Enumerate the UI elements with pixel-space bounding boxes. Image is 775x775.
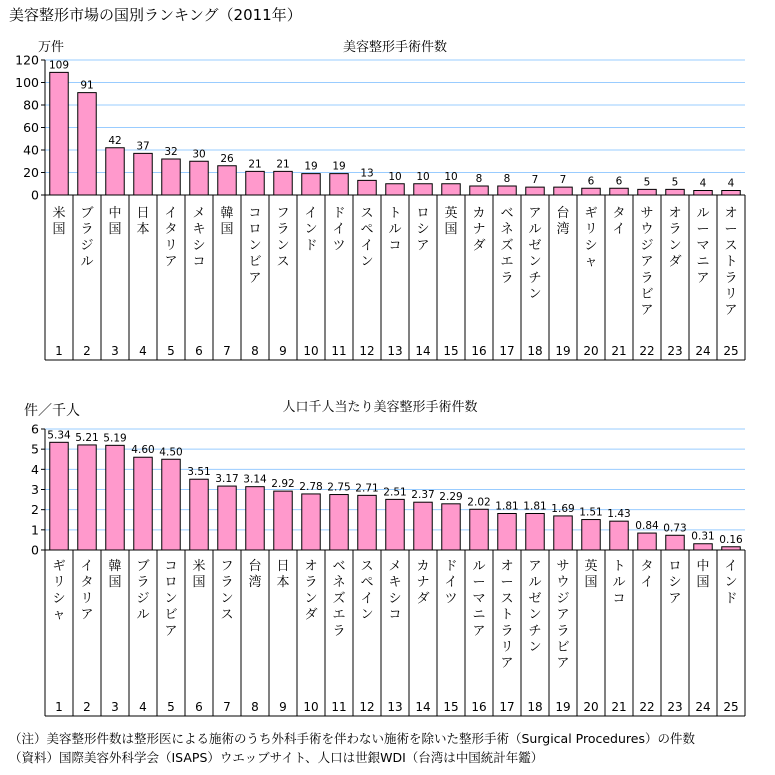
bar	[358, 180, 376, 195]
data-label: 3.17	[215, 473, 239, 486]
bar	[638, 533, 656, 550]
bar	[218, 486, 236, 550]
bar	[498, 513, 516, 550]
data-label: 1.81	[495, 500, 519, 513]
category-label: 日本	[276, 559, 290, 591]
category-label: ブラジル	[136, 559, 150, 623]
data-label: 42	[108, 134, 122, 147]
data-label: 1.69	[551, 502, 575, 515]
rank-label: 19	[555, 700, 571, 714]
y-tick-label: 60	[23, 120, 39, 135]
category-label: 英国	[444, 206, 458, 238]
category-label: 韓国	[108, 559, 122, 591]
note-definition: （注）美容整形件数は整形医による施術のうち外科手術を伴わない施術を除いた整形手術（Surgical Procedures）の件数	[9, 731, 695, 746]
category-label: フランス	[220, 559, 234, 623]
rank-label: 2	[83, 344, 91, 358]
bar	[246, 487, 264, 550]
rank-label: 24	[695, 344, 711, 358]
category-label: スペイン	[360, 206, 374, 270]
category-label: スペイン	[360, 559, 374, 623]
bar	[134, 457, 152, 550]
category-label: 台湾	[248, 559, 262, 591]
category-label: 日本	[136, 206, 150, 238]
bar	[610, 188, 628, 195]
category-label: コロンビア	[248, 206, 262, 286]
category-label: ロシア	[416, 206, 430, 254]
data-label: 2.02	[467, 496, 491, 509]
y-tick-label: 2	[31, 502, 39, 518]
category-label: カナダ	[472, 206, 486, 254]
category-label: オーストラリア	[500, 559, 514, 672]
category-label: 英国	[584, 559, 598, 591]
data-label: 6	[615, 175, 623, 188]
rank-label: 15	[443, 700, 459, 714]
category-label: ロシア	[668, 559, 682, 607]
data-label: 21	[276, 158, 290, 171]
data-label: 13	[360, 167, 374, 180]
data-label: 8	[475, 173, 483, 185]
bar	[106, 148, 124, 195]
y-tick-label: 5	[31, 441, 39, 457]
bar	[526, 187, 544, 195]
bar	[442, 184, 460, 195]
bar	[722, 191, 740, 196]
bar	[498, 186, 516, 195]
data-label: 7	[531, 174, 539, 187]
data-label: 5	[643, 176, 651, 189]
data-label: 10	[444, 170, 458, 183]
data-label: 0.84	[635, 520, 659, 533]
bar	[274, 171, 292, 195]
notes	[9, 729, 695, 767]
data-label: 4	[699, 177, 707, 190]
y-tick-label: 1	[31, 522, 39, 538]
data-label: 30	[192, 148, 206, 161]
data-label: 91	[80, 79, 94, 92]
data-label: 6	[587, 175, 595, 188]
rank-label: 16	[471, 700, 487, 714]
category-label: オーストラリア	[724, 206, 738, 319]
rank-label: 19	[555, 344, 571, 358]
bar	[694, 191, 712, 196]
bar	[330, 495, 348, 550]
rank-label: 10	[303, 344, 319, 358]
bar	[162, 159, 180, 195]
data-label: 2.78	[299, 480, 323, 493]
rank-label: 25	[723, 344, 739, 358]
bar	[442, 504, 460, 550]
y-tick-label: 100	[15, 75, 39, 90]
category-label: ギリシャ	[584, 206, 598, 270]
bar	[470, 186, 488, 195]
bar	[470, 509, 488, 550]
data-label: 2.75	[327, 481, 351, 494]
data-label: 21	[248, 158, 262, 171]
y-axis-label: 万件	[38, 40, 65, 55]
data-label: 4	[727, 177, 735, 190]
bar	[274, 491, 292, 550]
bar	[666, 535, 684, 550]
rank-label: 13	[387, 700, 403, 714]
data-label: 4.60	[131, 444, 155, 457]
rank-label: 7	[223, 344, 231, 358]
data-label: 37	[136, 140, 150, 153]
data-label: 5	[671, 176, 679, 189]
rank-label: 17	[499, 344, 515, 358]
rank-label: 13	[387, 344, 403, 358]
data-label: 5.19	[103, 432, 127, 445]
category-label: メキシコ	[192, 206, 206, 270]
category-label: トルコ	[388, 206, 402, 254]
rank-label: 14	[415, 344, 431, 358]
category-label: ブラジル	[80, 206, 94, 270]
data-label: 2.51	[383, 486, 407, 499]
data-label: 2.92	[271, 478, 295, 491]
rank-label: 20	[583, 700, 599, 714]
data-label: 10	[388, 170, 402, 183]
rank-label: 16	[471, 344, 487, 358]
bar	[246, 171, 264, 195]
category-label: カナダ	[416, 559, 430, 607]
data-label: 1.81	[523, 500, 547, 513]
bar	[162, 459, 180, 550]
category-label: 米国	[192, 559, 206, 591]
category-label: トルコ	[612, 559, 626, 607]
data-label: 2.71	[355, 482, 379, 495]
bar	[302, 494, 320, 550]
rank-label: 2	[83, 700, 91, 714]
rank-label: 14	[415, 700, 431, 714]
bar	[386, 184, 404, 195]
chart-title: 人口千人当たり美容整形手術件数	[282, 400, 478, 415]
category-label: 韓国	[220, 206, 234, 238]
bar	[722, 547, 740, 550]
category-label: オランダ	[304, 559, 318, 623]
category-label: 中国	[108, 206, 122, 238]
data-label: 2.29	[439, 490, 463, 503]
rank-label: 8	[251, 344, 259, 358]
category-label: サウジアラビア	[556, 559, 570, 672]
y-tick-label: 40	[23, 142, 39, 158]
data-label: 1.43	[607, 508, 631, 521]
rank-label: 23	[667, 700, 683, 714]
data-label: 5.21	[75, 431, 99, 444]
rank-label: 21	[611, 700, 627, 714]
bar	[610, 521, 628, 550]
bar	[582, 520, 600, 550]
category-label: コロンビア	[164, 559, 178, 639]
rank-label: 18	[527, 700, 543, 714]
category-label: 台湾	[556, 206, 570, 238]
rank-label: 3	[111, 700, 119, 714]
rank-label: 23	[667, 344, 683, 358]
rank-label: 24	[695, 700, 711, 714]
category-label: ベネズエラ	[332, 559, 346, 639]
category-label: メキシコ	[388, 559, 402, 623]
rank-label: 6	[195, 700, 203, 714]
rank-label: 21	[611, 344, 627, 358]
category-label: フランス	[276, 206, 290, 270]
bar	[302, 174, 320, 195]
bar	[358, 495, 376, 550]
data-label: 0.73	[663, 522, 687, 535]
bar	[50, 442, 68, 550]
category-label: イタリア	[164, 206, 178, 270]
rank-label: 12	[359, 344, 375, 358]
data-label: 4.50	[159, 446, 183, 459]
rank-label: 11	[331, 344, 347, 358]
chart-title: 美容整形手術件数	[342, 40, 448, 55]
y-tick-label: 20	[23, 165, 39, 180]
category-label: ベネズエラ	[500, 206, 514, 286]
y-tick-label: 3	[31, 482, 39, 497]
y-tick-label: 6	[31, 421, 39, 437]
y-tick-label: 0	[31, 187, 39, 203]
bar	[414, 502, 432, 550]
rank-label: 8	[251, 700, 259, 714]
bar	[638, 189, 656, 195]
bar	[526, 513, 544, 550]
rank-label: 22	[639, 700, 655, 714]
y-tick-label: 120	[15, 52, 39, 68]
bar	[330, 174, 348, 195]
note-source: （資料）国際美容外科学会（ISAPS）ウエッブサイト、人口は世銀WDI（台湾は中国統計年鑑）	[9, 750, 544, 765]
y-axis-label: 件／千人	[24, 403, 80, 419]
rank-label: 10	[303, 700, 319, 714]
bar	[134, 153, 152, 195]
y-tick-label: 4	[31, 461, 39, 477]
data-label: 1.51	[579, 506, 603, 519]
rank-label: 4	[139, 344, 147, 358]
data-label: 19	[332, 160, 346, 173]
bar	[554, 516, 572, 550]
rank-label: 17	[499, 700, 515, 714]
category-label: オランダ	[668, 206, 682, 270]
bar	[106, 445, 124, 550]
rank-label: 9	[279, 344, 287, 358]
category-label: インド	[724, 559, 738, 607]
data-label: 10	[416, 170, 430, 183]
category-label: アルゼンチン	[528, 206, 542, 302]
category-label: ドイツ	[444, 559, 458, 607]
bar	[386, 499, 404, 550]
category-label: インド	[304, 206, 318, 254]
data-label: 0.31	[691, 530, 715, 543]
rank-label: 3	[111, 344, 119, 358]
rank-label: 5	[167, 700, 175, 714]
rank-label: 20	[583, 344, 599, 358]
category-label: ドイツ	[332, 206, 346, 254]
data-label: 5.34	[47, 429, 71, 442]
bar	[694, 544, 712, 550]
rank-label: 4	[139, 700, 147, 714]
data-label: 19	[304, 160, 318, 173]
rank-label: 1	[55, 344, 63, 358]
bar	[78, 93, 96, 195]
data-label: 32	[164, 146, 178, 158]
y-tick-label: 0	[31, 542, 39, 558]
data-label: 7	[559, 174, 567, 187]
data-label: 3.14	[243, 473, 267, 486]
y-tick-label: 80	[23, 97, 39, 113]
category-label: 中国	[696, 559, 710, 591]
rank-label: 9	[279, 700, 287, 714]
data-label: 109	[48, 59, 70, 72]
rank-label: 25	[723, 700, 739, 714]
category-label: ルーマニア	[696, 206, 710, 286]
rank-label: 6	[195, 344, 203, 358]
category-label: 米国	[52, 206, 66, 238]
data-label: 8	[503, 173, 511, 185]
bar	[190, 479, 208, 550]
bar	[190, 161, 208, 195]
category-label: タイ	[612, 206, 626, 238]
category-label: ルーマニア	[472, 559, 486, 639]
bar	[50, 72, 68, 195]
rank-label: 15	[443, 344, 459, 358]
data-label: 26	[220, 152, 234, 165]
bar	[218, 166, 236, 195]
rank-label: 22	[639, 344, 655, 358]
category-label: イタリア	[80, 559, 94, 623]
category-label: サウジアラビア	[640, 206, 654, 319]
bar	[582, 188, 600, 195]
rank-label: 18	[527, 344, 543, 358]
category-label: ギリシャ	[52, 559, 66, 623]
data-label: 2.37	[411, 489, 435, 502]
bar	[554, 187, 572, 195]
category-label: アルゼンチン	[528, 559, 542, 655]
rank-label: 11	[331, 700, 347, 714]
bar	[666, 189, 684, 195]
rank-label: 1	[55, 700, 63, 714]
bar	[78, 445, 96, 550]
rank-label: 7	[223, 700, 231, 714]
page-title: 美容整形市場の国別ランキング（2011年）	[9, 6, 302, 24]
category-label: タイ	[640, 559, 654, 591]
data-label: 0.16	[719, 533, 743, 546]
rank-label: 5	[167, 344, 175, 358]
bar	[414, 184, 432, 195]
data-label: 3.51	[187, 466, 211, 479]
rank-label: 12	[359, 700, 375, 714]
